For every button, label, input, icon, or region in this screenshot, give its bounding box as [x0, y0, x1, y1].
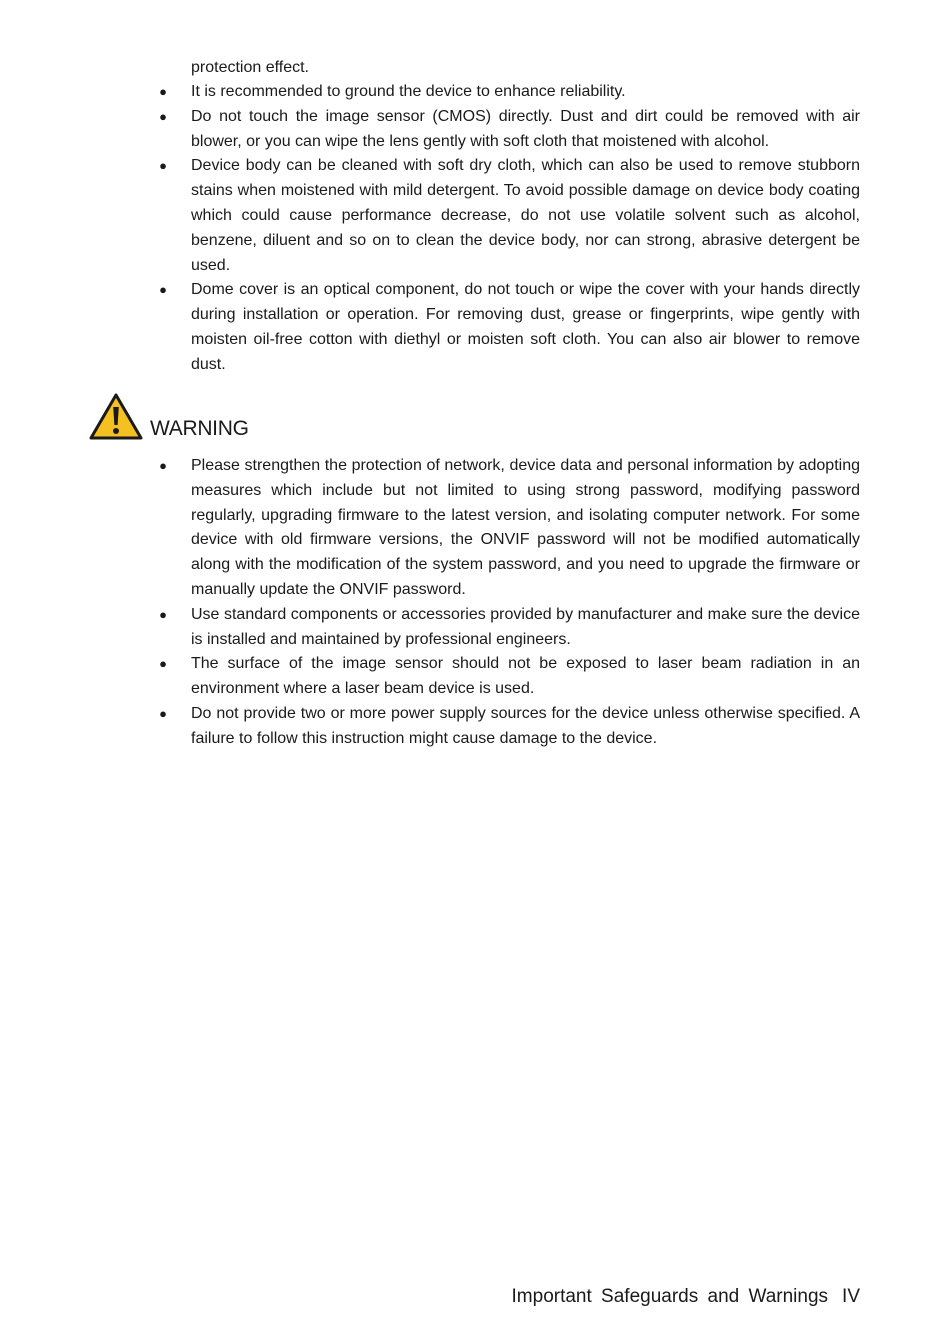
bullet-icon: ● — [159, 606, 167, 622]
list-item-text: Do not provide two or more power supply sources for the device unless otherwise specified. A failure to follow this instruction might cause damage to the device. — [191, 704, 860, 747]
list-item — [0, 80, 860, 105]
list-item-text: Please strengthen the protection of network, device data and personal information by adopting measures which include but not limited to using strong password, modifying password regularly, upgrading firmware to the latest version, and isolating computer network. For some device with old firmware versions, the ONVIF password will not be modified automatically along with the modification of the system password, and you need to upgrade the firmware or manually update the ONVIF password. — [191, 457, 860, 598]
warning-heading — [89, 391, 249, 441]
list-item-text: It is recommended to ground the device to enhance reliability. — [191, 83, 626, 100]
list-item — [0, 603, 860, 653]
bullet-icon: ● — [159, 158, 167, 174]
list-item — [0, 702, 860, 752]
list-item-text: Use standard components or accessories provided by manufacturer and make sure the device is installed and maintained by professional engineers. — [191, 605, 860, 648]
page-number: IV — [842, 1286, 860, 1307]
footer-section-title: Important Safeguards and Warnings — [511, 1286, 829, 1307]
list-item-text: Do not touch the image sensor (CMOS) directly. Dust and dirt could be removed with air blower, or you can wipe the lens gently with soft cloth that moistened with alcohol. — [191, 107, 860, 150]
list-item — [0, 278, 860, 377]
page-footer — [512, 1285, 860, 1309]
list-item — [0, 454, 860, 603]
warning-triangle-icon — [89, 393, 143, 441]
bullet-icon: ● — [159, 458, 167, 473]
list-item-text: Dome cover is an optical component, do not touch or wipe the cover with your hands directly during installation or operation. For removing dust, grease or fingerprints, wipe gently with moisten oil-free cotton with diethyl or moisten soft cloth. You can also air blower to remove dust. — [191, 281, 860, 373]
list-item — [0, 105, 860, 155]
list-item-text: Device body can be cleaned with soft dry cloth, which can also be used to remove stubborn stains when moistened with mild detergent. To avoid possible damage on device body coating which could cause performance decrease, do not use volatile solvent such as alcohol, benzene, diluent and so on to clean the device body, nor can strong, abrasive detergent be used. — [191, 157, 860, 274]
list-item-text: The surface of the image sensor should not be exposed to laser beam radiation in an environment where a laser beam device is used. — [191, 655, 860, 698]
bullet-icon: ● — [159, 108, 167, 124]
bullet-icon: ● — [159, 84, 167, 99]
bullet-icon: ● — [159, 282, 167, 298]
warning-list — [0, 454, 950, 752]
warning-title: WARNING — [150, 417, 249, 440]
safeguards-list — [0, 80, 950, 378]
bullet-icon: ● — [159, 705, 167, 721]
continuation-text: protection effect. — [191, 59, 309, 76]
bullet-icon: ● — [159, 656, 167, 672]
list-item — [0, 154, 860, 278]
list-item — [0, 652, 860, 702]
